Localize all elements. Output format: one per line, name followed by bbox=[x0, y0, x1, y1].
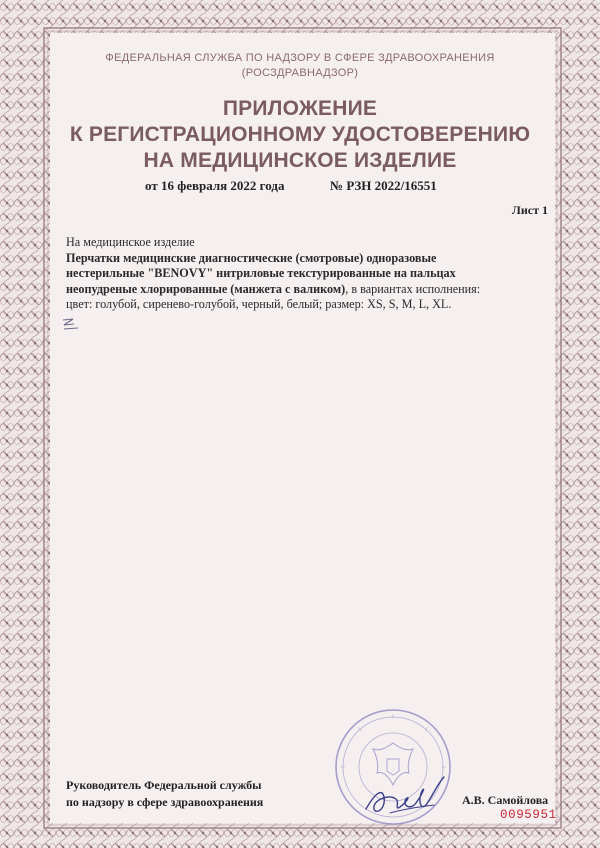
signatory-name: А.В. Самойлова bbox=[462, 793, 549, 807]
handwritten-mark bbox=[60, 316, 84, 332]
agency-name: ФЕДЕРАЛЬНАЯ СЛУЖБА ПО НАДЗОРУ В СФЕРЕ ЗДРАВООХРАНЕНИЯ bbox=[105, 52, 495, 64]
serial-number: 0095951 bbox=[500, 808, 557, 822]
registration-number: № РЗН 2022/16551 bbox=[330, 178, 437, 193]
issue-date: от 16 февраля 2022 года bbox=[145, 178, 285, 193]
sheet-number: Лист 1 bbox=[511, 203, 548, 217]
product-name: Перчатки медицинские диагностические (смотровые) одноразовые нестерильные "BENOVY" нитриловые текстурированные на пальцах неопудреные хлорированные (манжета с валиком) bbox=[66, 250, 456, 296]
signatory-position bbox=[66, 777, 263, 811]
signature bbox=[360, 765, 450, 825]
intro-text: На медицинское изделие bbox=[66, 235, 195, 249]
document-title-line3: НА МЕДИЦИНСКОЕ ИЗДЕЛИЕ bbox=[143, 149, 457, 172]
agency-abbreviation: (РОСЗДРАВНАДЗОР) bbox=[241, 67, 359, 79]
signatory-position-line1: Руководитель Федеральной службы bbox=[66, 778, 262, 792]
signatory-position-line2: по надзору в сфере здравоохранения bbox=[66, 795, 264, 809]
variants-text: цвет: голубой, сиренево-голубой, черный, белый; размер: XS, S, M, L, XL. bbox=[66, 297, 452, 312]
document-title-line1: ПРИЛОЖЕНИЕ bbox=[222, 97, 378, 120]
device-description bbox=[66, 235, 506, 313]
product-variants-intro: , в вариантах исполнения: bbox=[345, 281, 481, 296]
document-title-line2: К РЕГИСТРАЦИОННОМУ УДОСТОВЕРЕНИЮ bbox=[69, 123, 531, 146]
product-paragraph bbox=[66, 251, 506, 298]
